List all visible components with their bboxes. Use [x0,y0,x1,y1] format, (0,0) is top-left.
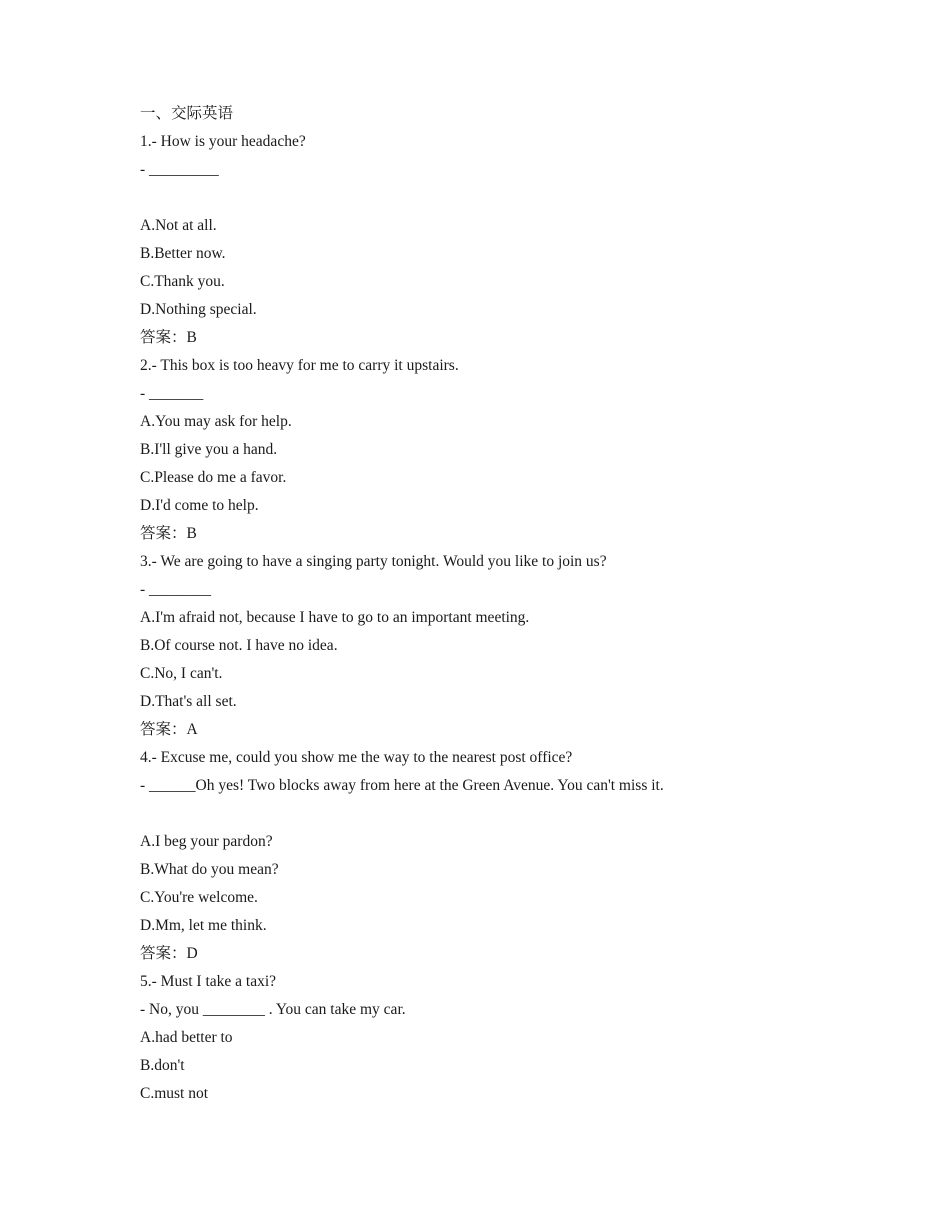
question-4-prompt: 4.- Excuse me, could you show me the way to the nearest post office? [140,749,573,766]
question-2-option-d: D.I'd come to help. [140,497,259,514]
blank-line [140,184,840,212]
question-1-answer: 答案：B [140,329,197,346]
question-2-option-a: A.You may ask for help. [140,413,292,430]
question-2-option-b: B.I'll give you a hand. [140,441,278,458]
question-2-prompt: 2.- This box is too heavy for me to carry it upstairs. [140,357,459,374]
question-3-answer: 答案：A [140,721,198,738]
question-4-option-c: C.You're welcome. [140,889,258,906]
question-5-option-a: A.had better to [140,1029,233,1046]
question-3-option-a: A.I'm afraid not, because I have to go to an important meeting. [140,609,530,626]
blank-line [140,800,840,828]
section-title: 一、交际英语 [140,105,234,122]
document-page [140,100,840,1108]
question-1-option-a: A.Not at all. [140,217,217,234]
question-1-prompt: 1.- How is your headache? [140,133,306,150]
question-1-response: - _________ [140,161,219,178]
question-2-response: - _______ [140,385,204,402]
question-4-option-d: D.Mm, let me think. [140,917,267,934]
question-3-response: - ________ [140,581,212,598]
question-5-option-c: C.must not [140,1085,209,1102]
question-4-option-a: A.I beg your pardon? [140,833,273,850]
question-5-prompt: 5.- Must I take a taxi? [140,973,277,990]
question-3-prompt: 3.- We are going to have a singing party tonight. Would you like to join us? [140,553,607,570]
question-5-response: - No, you ________ . You can take my car. [140,1001,406,1018]
question-5-option-b: B.don't [140,1057,185,1074]
question-1-option-d: D.Nothing special. [140,301,257,318]
question-2-answer: 答案：B [140,525,197,542]
question-4-response: - ______Oh yes! Two blocks away from here at the Green Avenue. You can't miss it. [140,777,664,794]
question-3-option-c: C.No, I can't. [140,665,223,682]
question-4-answer: 答案：D [140,945,198,962]
question-3-option-d: D.That's all set. [140,693,237,710]
question-2-option-c: C.Please do me a favor. [140,469,287,486]
question-3-option-b: B.Of course not. I have no idea. [140,637,338,654]
question-1-option-b: B.Better now. [140,245,226,262]
question-1-option-c: C.Thank you. [140,273,225,290]
question-4-option-b: B.What do you mean? [140,861,279,878]
